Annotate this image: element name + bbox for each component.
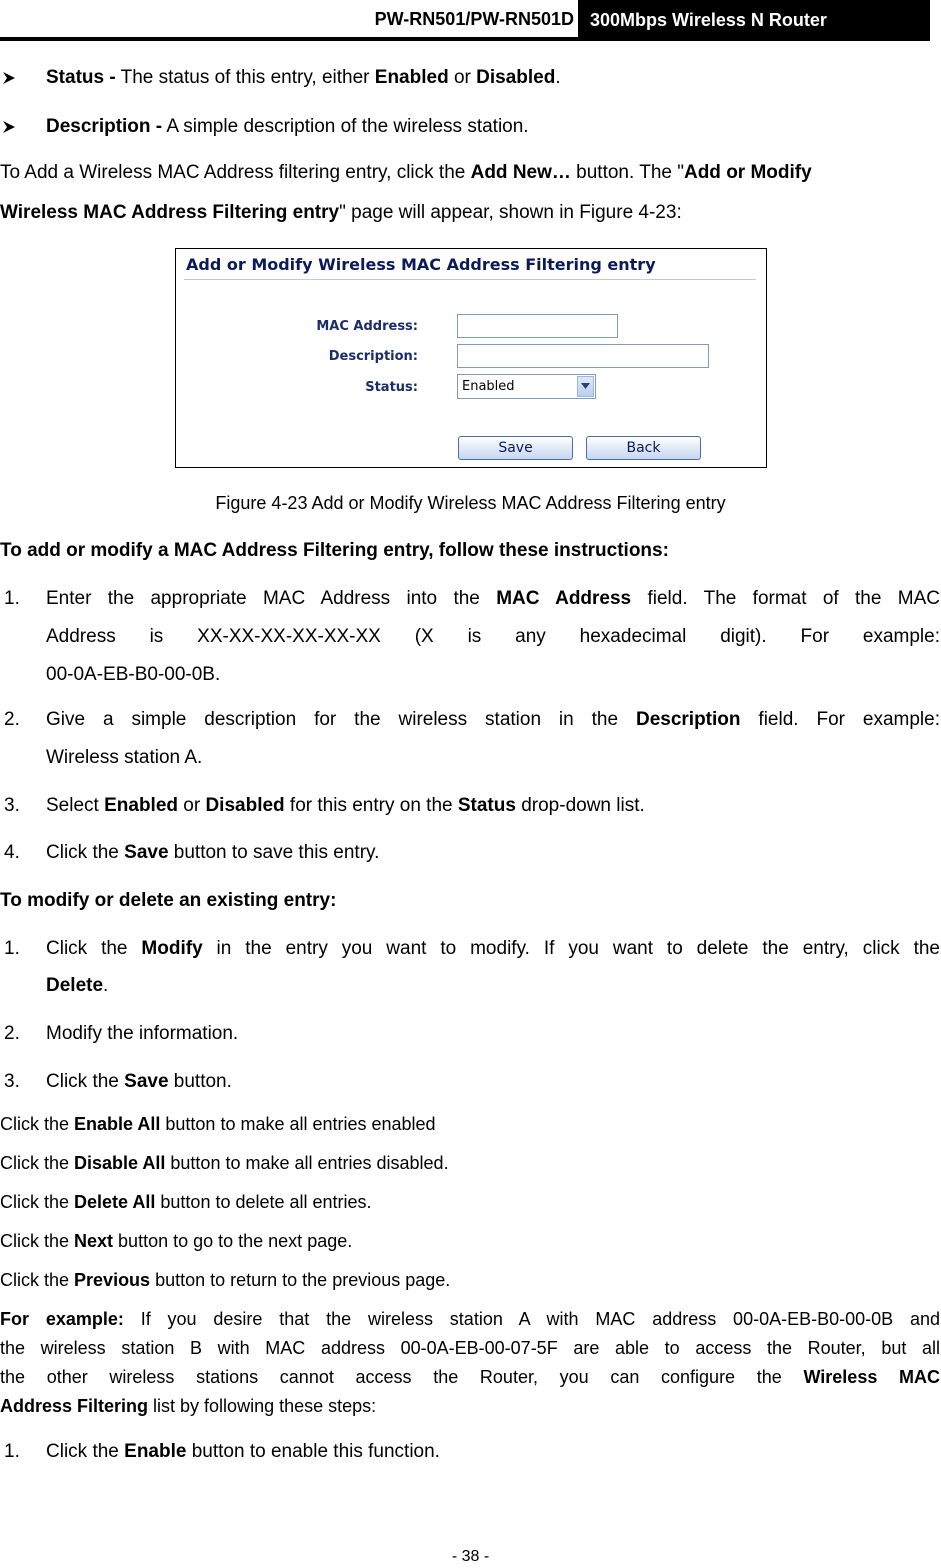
step-text: Address is XX-XX-XX-XX-XX-XX (X is any hexadecimal digit). For example: xyxy=(46,626,940,647)
step-number: 1. xyxy=(4,938,20,959)
step-text: Enter the appropriate MAC Address into the MAC Address field. The format of the MAC xyxy=(46,588,940,609)
example-line: the other wireless stations cannot access the Router, you can configure the Wireless MAC xyxy=(0,1367,941,1387)
step-text: Delete. xyxy=(46,975,109,996)
intro-line-2: Wireless MAC Address Filtering entry" page will appear, shown in Figure 4-23: xyxy=(0,202,682,223)
step-number: 3. xyxy=(4,795,20,816)
status-label: Status: xyxy=(365,380,418,395)
step-text: Modify the information. xyxy=(46,1023,239,1044)
section-heading: To modify or delete an existing entry: xyxy=(0,890,337,911)
figure-title: Add or Modify Wireless MAC Address Filtering entry xyxy=(186,255,656,274)
step-text: Wireless station A. xyxy=(46,747,203,768)
page-number: - 38 - xyxy=(451,1548,490,1565)
figure-caption: Figure 4-23 Add or Modify Wireless MAC Address Filtering entry xyxy=(215,493,726,513)
step-number: 4. xyxy=(4,842,20,863)
header-model: PW-RN501/PW-RN501D xyxy=(374,9,574,29)
header-rule xyxy=(0,37,930,41)
step-text: Click the Save button to save this entry. xyxy=(46,842,380,863)
bullet-description: Description - A simple description of the wireless station. xyxy=(46,116,529,137)
status-select[interactable] xyxy=(457,374,596,399)
step-number: 1. xyxy=(4,588,20,609)
click-line: Click the Next button to go to the next page. xyxy=(0,1231,353,1251)
arrow-bullet-icon xyxy=(2,66,22,90)
step-number: 1. xyxy=(4,1441,20,1462)
mac-address-input[interactable] xyxy=(457,314,618,338)
step-number: 2. xyxy=(4,709,20,730)
chevron-down-icon[interactable] xyxy=(577,376,594,397)
click-line: Click the Disable All button to make all entries disabled. xyxy=(0,1153,449,1173)
example-line: For example: If you desire that the wireless station A with MAC address 00-0A-EB-B0-00-0B and xyxy=(0,1309,940,1329)
click-line: Click the Previous button to return to the previous page. xyxy=(0,1270,451,1290)
description-label: Description: xyxy=(328,349,418,364)
page-header xyxy=(0,0,941,42)
figure-add-modify-panel xyxy=(175,248,767,468)
header-product: 300Mbps Wireless N Router xyxy=(578,0,930,40)
step-text: Click the Save button. xyxy=(46,1071,232,1092)
section-heading: To add or modify a MAC Address Filtering entry, follow these instructions: xyxy=(0,540,669,561)
status-selected-value: Enabled xyxy=(462,379,515,394)
mac-address-label: MAC Address: xyxy=(316,319,418,334)
intro-line-1: To Add a Wireless MAC Address filtering entry, click the Add New… button. The "Add or Modify xyxy=(0,162,812,183)
step-number: 3. xyxy=(4,1071,20,1092)
click-line: Click the Enable All button to make all entries enabled xyxy=(0,1114,436,1134)
step-number: 2. xyxy=(4,1023,20,1044)
step-text: Select Enabled or Disabled for this entry on the Status drop-down list. xyxy=(46,795,645,816)
save-button[interactable]: Save xyxy=(458,436,573,460)
step-text: Give a simple description for the wireless station in the Description field. For example: xyxy=(46,709,940,730)
arrow-bullet-icon xyxy=(2,115,22,139)
figure-divider xyxy=(184,279,756,280)
back-button[interactable]: Back xyxy=(586,436,701,460)
example-line: the wireless station B with MAC address 00-0A-EB-00-07-5F are able to access the Router, but all xyxy=(0,1338,940,1358)
step-text: Click the Enable button to enable this function. xyxy=(46,1441,440,1462)
step-text: 00-0A-EB-B0-00-0B. xyxy=(46,664,221,685)
step-text: Click the Modify in the entry you want to modify. If you want to delete the entry, click the xyxy=(46,938,940,959)
example-line: Address Filtering list by following these steps: xyxy=(0,1396,377,1416)
bullet-status: Status - The status of this entry, either Enabled or Disabled. xyxy=(46,67,561,88)
click-line: Click the Delete All button to delete all entries. xyxy=(0,1192,372,1212)
description-input[interactable] xyxy=(457,344,709,368)
